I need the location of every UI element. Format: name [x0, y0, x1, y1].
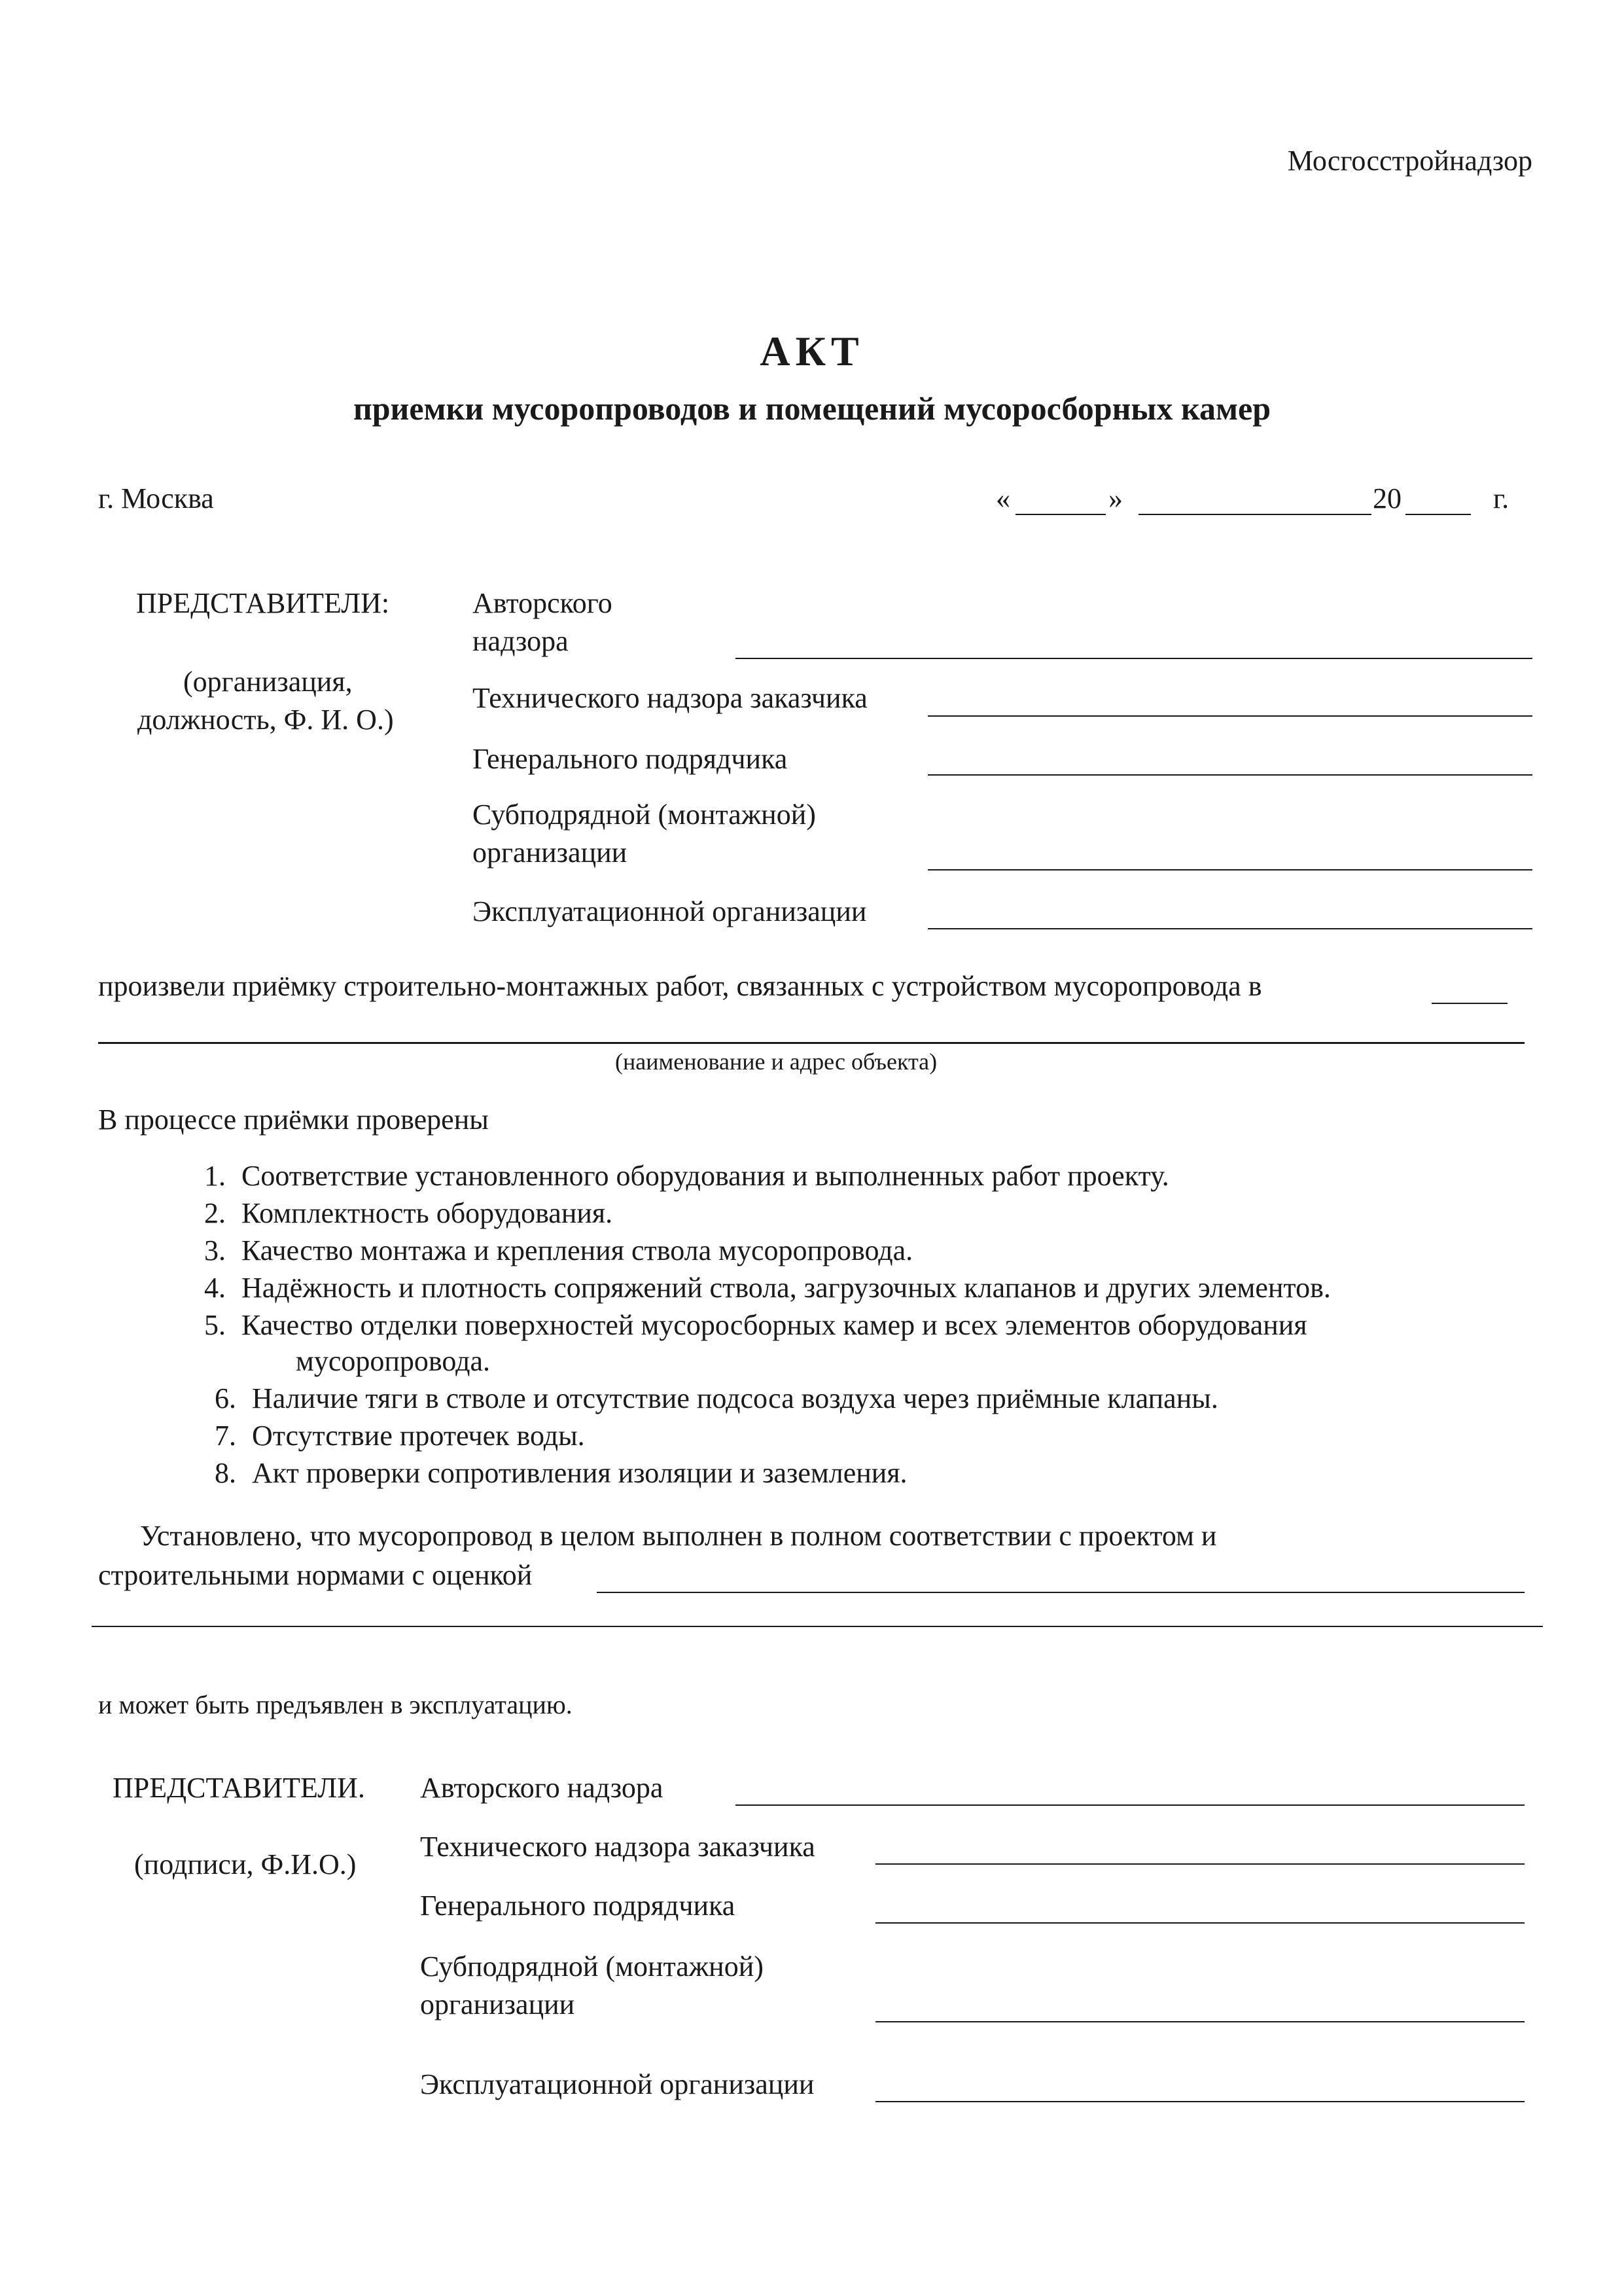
agency-name: Мосгосстройнадзор [1287, 145, 1532, 177]
document-title: АКТ [760, 328, 864, 374]
list-item-text: Акт проверки сопротивления изоляции и заземления. [252, 1457, 908, 1489]
sig-operating-field[interactable] [875, 2101, 1525, 2102]
date-year-suffix: г. [1493, 482, 1509, 514]
sig-author-label: Авторского надзора [420, 1772, 663, 1804]
list-item-number: 3. [204, 1234, 226, 1266]
rep-top-author-label-line1: Авторского [472, 587, 612, 619]
object-field-start[interactable] [1432, 1003, 1508, 1004]
list-item-number: 2. [204, 1197, 226, 1229]
date-quote-close: » [1108, 482, 1123, 514]
sig-author-field[interactable] [735, 1804, 1525, 1806]
operation-text: и может быть предъявлен в эксплуатацию. [98, 1690, 573, 1719]
rep-top-general-field[interactable] [928, 774, 1532, 776]
list-item-number: 4. [204, 1272, 226, 1304]
sig-general-field[interactable] [875, 1922, 1525, 1924]
signatures-note: (подписи, Ф.И.О.) [134, 1848, 357, 1880]
date-day-field[interactable] [1015, 514, 1106, 515]
city-label: г. Москва [98, 482, 214, 514]
representatives-note-line2: должность, Ф. И. О.) [137, 704, 394, 736]
rep-top-sub-field[interactable] [928, 869, 1532, 870]
list-item-number: 7. [215, 1420, 236, 1452]
date-year-field[interactable] [1405, 514, 1471, 515]
date-month-field[interactable] [1139, 514, 1371, 515]
rep-top-general-label: Генерального подрядчика [472, 743, 788, 775]
rep-top-sub-label-line1: Субподрядной (монтажной) [472, 798, 816, 831]
list-item [215, 1456, 908, 1491]
list-item-number: 1. [204, 1160, 226, 1192]
list-item [204, 1308, 1307, 1343]
sig-general-label: Генерального подрядчика [420, 1890, 735, 1922]
list-item-text: Наличие тяги в стволе и отсутствие подсоса воздуха через приёмные клапаны. [252, 1382, 1218, 1414]
list-item [204, 1270, 1331, 1306]
document-subtitle: приемки мусоропроводов и помещений мусоросборных камер [353, 390, 1271, 427]
rep-top-operating-field[interactable] [928, 928, 1532, 929]
list-item [215, 1381, 1218, 1416]
rep-top-author-field[interactable] [735, 658, 1532, 659]
rating-field[interactable] [597, 1592, 1525, 1593]
sig-technical-field[interactable] [875, 1863, 1525, 1865]
list-item-continuation: мусоропровода. [296, 1345, 491, 1377]
list-item [204, 1196, 612, 1231]
date-year-prefix: 20 [1373, 482, 1402, 514]
sig-technical-label: Технического надзора заказчика [420, 1831, 815, 1863]
signatures-heading: ПРЕДСТАВИТЕЛИ. [113, 1772, 365, 1804]
rep-top-technical-label: Технического надзора заказчика [472, 682, 868, 714]
checked-intro: В процессе приёмки проверены [98, 1103, 489, 1136]
list-item-number: 6. [215, 1382, 236, 1414]
rep-top-sub-label-line2: организации [472, 836, 627, 869]
acceptance-text: произвели приёмку строительно-монтажных работ, связанных с устройством мусоропровода в [98, 970, 1262, 1002]
list-item-text: Соответствие установленного оборудования и выполненных работ проекту. [241, 1160, 1169, 1192]
list-item-number: 5. [204, 1309, 226, 1341]
list-item [204, 1158, 1169, 1194]
list-item-number: 8. [215, 1457, 236, 1489]
list-item [215, 1418, 585, 1454]
list-item-text: Надёжность и плотность сопряжений ствола, загрузочных клапанов и других элементов. [241, 1272, 1331, 1304]
object-field-line[interactable] [98, 1042, 1525, 1044]
rep-top-technical-field[interactable] [928, 715, 1532, 717]
representatives-note-line1: (организация, [183, 666, 353, 698]
sig-sub-label-line1: Субподрядной (монтажной) [420, 1950, 764, 1982]
representatives-heading: ПРЕДСТАВИТЕЛИ: [136, 587, 390, 619]
object-caption: (наименование и адрес объекта) [615, 1049, 938, 1075]
rep-top-author-label-line2: надзора [472, 625, 569, 657]
date-quote-open: « [996, 482, 1010, 514]
conclusion-line1: Установлено, что мусоропровод в целом выполнен в полном соответствии с проектом и [140, 1520, 1217, 1552]
list-item [204, 1233, 913, 1268]
conclusion-line2: строительными нормами с оценкой [98, 1559, 533, 1591]
list-item-text: Отсутствие протечек воды. [252, 1420, 585, 1452]
sig-sub-label-line2: организации [420, 1988, 575, 2020]
rating-field-continuation[interactable] [92, 1626, 1543, 1627]
list-item-text: Качество монтажа и крепления ствола мусоропровода. [241, 1234, 913, 1266]
sig-operating-label: Эксплуатационной организации [420, 2068, 815, 2100]
list-item-text: Качество отделки поверхностей мусоросборных камер и всех элементов оборудования [241, 1309, 1307, 1341]
list-item-text: Комплектность оборудования. [241, 1197, 613, 1229]
rep-top-operating-label: Эксплуатационной организации [472, 895, 867, 927]
sig-sub-field[interactable] [875, 2021, 1525, 2022]
